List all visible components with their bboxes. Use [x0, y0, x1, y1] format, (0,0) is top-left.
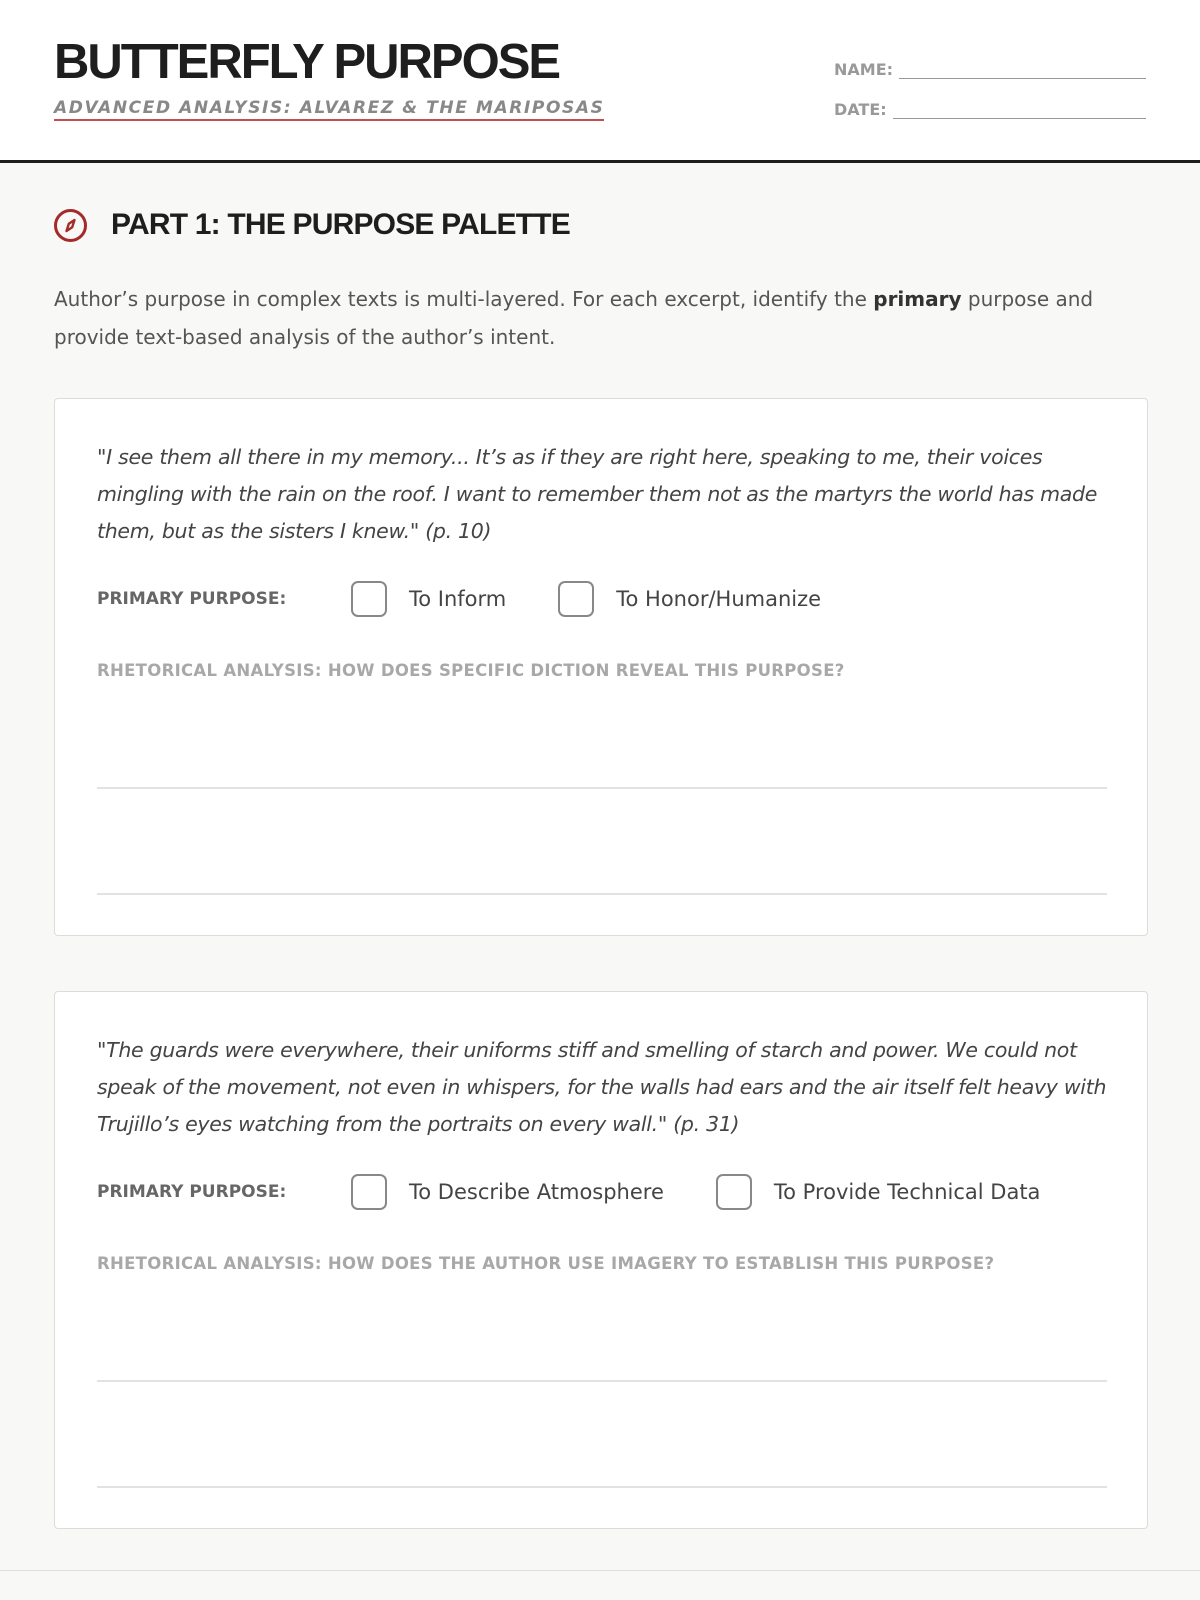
worksheet-title: BUTTERFLY PURPOSE: [54, 35, 560, 89]
excerpt-card-2: [54, 991, 1148, 1529]
name-field[interactable]: [834, 60, 1146, 79]
option-label: To Inform: [409, 587, 507, 611]
compass-icon: [54, 209, 87, 242]
bottom-divider: [0, 1570, 1200, 1571]
excerpt-card-1: [54, 398, 1148, 936]
answer-line[interactable]: [97, 893, 1107, 895]
excerpt-quote: "The guards were everywhere, their uniforms stiff and smelling of starch and power. We could not speak of the movement, not even in whispers, for the walls had ears and the air itself felt heavy with Trujillo’s eyes watching from the portraits on every wall." (p. 31): [97, 1038, 1107, 1136]
option-to-honor-humanize[interactable]: [558, 581, 821, 617]
checkbox[interactable]: [351, 1174, 387, 1210]
purpose-row: [97, 579, 873, 619]
section-title: PART 1: THE PURPOSE PALETTE: [111, 208, 571, 241]
purpose-row: [97, 1172, 1092, 1212]
name-line[interactable]: [899, 61, 1146, 79]
answer-line[interactable]: [97, 1486, 1107, 1488]
checkbox[interactable]: [716, 1174, 752, 1210]
purpose-label: PRIMARY PURPOSE:: [97, 1182, 287, 1202]
answer-line[interactable]: [97, 1380, 1107, 1382]
section-heading: [54, 208, 570, 242]
option-to-inform[interactable]: [351, 581, 506, 617]
option-describe-atmosphere[interactable]: [351, 1174, 664, 1210]
name-label: NAME:: [834, 60, 894, 79]
purpose-label: PRIMARY PURPOSE:: [97, 589, 287, 609]
worksheet-header: [0, 0, 1200, 163]
worksheet-subtitle: ADVANCED ANALYSIS: ALVAREZ & THE MARIPOSAS: [54, 98, 604, 121]
answer-line[interactable]: [97, 787, 1107, 789]
date-label: DATE:: [834, 100, 887, 119]
option-label: To Provide Technical Data: [773, 1180, 1041, 1204]
option-label: To Honor/Humanize: [616, 587, 822, 611]
date-line[interactable]: [893, 101, 1146, 119]
checkbox[interactable]: [351, 581, 387, 617]
excerpt-quote: "I see them all there in my memory... It’s as if they are right here, speaking to me, their voices mingling with the rain on the roof. I want to remember them not as the martyrs the world has made them, but as the sisters I knew." (p. 10): [97, 445, 1098, 543]
intro-paragraph: [54, 280, 1154, 356]
date-field[interactable]: [834, 100, 1146, 119]
checkbox[interactable]: [558, 581, 594, 617]
option-provide-technical-data[interactable]: [716, 1174, 1041, 1210]
analysis-prompt: RHETORICAL ANALYSIS: HOW DOES SPECIFIC DICTION REVEAL THIS PURPOSE?: [97, 661, 845, 680]
intro-text-bold: primary: [873, 287, 962, 311]
intro-text-after: purpose and provide text-based analysis of the author’s intent.: [54, 287, 1094, 349]
analysis-prompt: RHETORICAL ANALYSIS: HOW DOES THE AUTHOR USE IMAGERY TO ESTABLISH THIS PURPOSE?: [97, 1254, 995, 1273]
intro-text-before: Author’s purpose in complex texts is multi-layered. For each excerpt, identify the: [54, 287, 874, 311]
option-label: To Describe Atmosphere: [409, 1180, 664, 1204]
